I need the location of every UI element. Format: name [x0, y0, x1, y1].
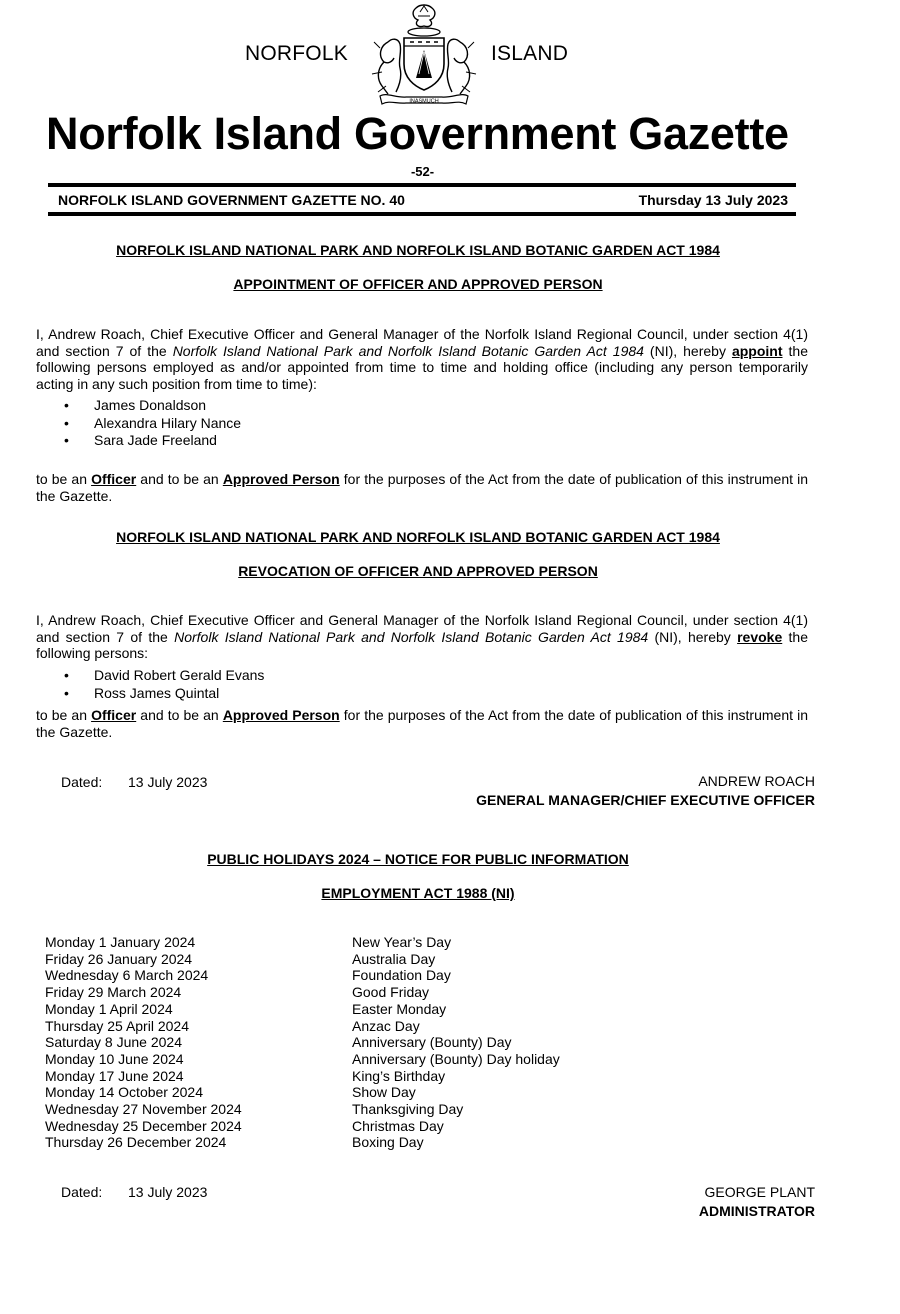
holiday-date: Monday 17 June 2024 [45, 1067, 184, 1084]
list-item: • David Robert Gerald Evans [36, 667, 264, 685]
signatory-name: GEORGE PLANT [704, 1184, 815, 1200]
notice2-paragraph: I, Andrew Roach, Chief Executive Officer and General Manager of the Norfolk Island Regional Council, under section 4(1) and section 7 of the Norfolk Island National Park and Norfolk Island Botanic Garden Act 1984 (NI), hereby revoke the following persons: [36, 612, 809, 662]
list-item: • Sara Jade Freeland [36, 432, 241, 450]
holiday-name-list [352, 934, 560, 1151]
act-title: Norfolk Island National Park and Norfolk Island Botanic Garden Act 1984 [172, 342, 644, 359]
notice2-dated-value: 13 July 2023 [128, 774, 208, 790]
holiday-name: New Year’s Day [352, 934, 452, 950]
holiday-date: Monday 1 January 2024 [45, 934, 196, 950]
notice3-act-heading: EMPLOYMENT ACT 1988 (NI) [321, 885, 515, 901]
masthead-norfolk: NORFOLK [245, 42, 348, 65]
notice3-signature [699, 1183, 815, 1220]
notice1-act-heading: NORFOLK ISLAND NATIONAL PARK AND NORFOLK ISLAND BOTANIC GARDEN ACT 1984 [116, 242, 720, 258]
issue-date: Thursday 13 July 2023 [638, 192, 788, 208]
notice2-person-list [36, 667, 264, 702]
holiday-name: King’s Birthday [352, 1067, 446, 1084]
holiday-date: Wednesday 25 December 2024 [45, 1117, 242, 1134]
issue-bar [58, 192, 788, 208]
holiday-name: Boxing Day [352, 1134, 424, 1151]
holiday-name: Anniversary (Bounty) Day holiday [352, 1050, 560, 1067]
action-appoint: appoint [731, 342, 783, 359]
notice1-paragraph: I, Andrew Roach, Chief Executive Officer and General Manager of the Norfolk Island Regional Council, under section 4(1) and section 7 of the Norfolk Island National Park and Norfolk Island Botanic Garden Act 1984 (NI), hereby appoint the following persons employed as and/or appointed from time to time and holding office (including any person temporarily acting in any such position from time to time): [36, 326, 808, 392]
holiday-name: Anzac Day [352, 1017, 420, 1034]
notice2-act-heading: NORFOLK ISLAND NATIONAL PARK AND NORFOLK ISLAND BOTANIC GARDEN ACT 1984 [116, 529, 720, 545]
holiday-date: Thursday 26 December 2024 [45, 1134, 227, 1151]
holiday-date: Monday 1 April 2024 [45, 1000, 173, 1017]
issue-number: NORFOLK ISLAND GOVERNMENT GAZETTE NO. 40 [58, 192, 405, 208]
holiday-date: Saturday 8 June 2024 [45, 1034, 182, 1051]
holiday-date: Wednesday 6 March 2024 [45, 967, 209, 984]
holiday-date: Monday 10 June 2024 [45, 1050, 184, 1067]
page-number: -52- [410, 164, 435, 179]
notice3-dated-value: 13 July 2023 [128, 1184, 208, 1200]
signatory-name: ANDREW ROACH [698, 773, 815, 789]
list-item: • Ross James Quintal [36, 685, 264, 703]
officer-term: Officer [91, 707, 137, 723]
holiday-name: Foundation Day [352, 967, 451, 984]
holiday-date: Monday 14 October 2024 [45, 1084, 203, 1101]
list-item: • James Donaldson [36, 397, 241, 415]
holiday-name: Anniversary (Bounty) Day [352, 1034, 512, 1051]
notice2-signature [476, 772, 815, 809]
divider-bottom [48, 212, 796, 216]
holiday-date: Thursday 25 April 2024 [45, 1017, 189, 1034]
notice1-heading: APPOINTMENT OF OFFICER AND APPROVED PERSON [233, 276, 603, 292]
approved-person-term: Approved Person [222, 707, 340, 723]
holiday-name: Australia Day [352, 950, 436, 967]
notice3-dated-label: Dated: [61, 1184, 103, 1200]
notice1-closing: to be an Officer and to be an Approved Person for the purposes of the Act from the date of publication of this instrument in the Gazette. [36, 471, 808, 504]
gazette-title: Norfolk Island Government Gazette [46, 108, 789, 159]
holiday-date: Friday 29 March 2024 [45, 984, 182, 1001]
officer-term: Officer [91, 471, 137, 487]
signatory-title: ADMINISTRATOR [698, 1202, 815, 1219]
notice3-heading: PUBLIC HOLIDAYS 2024 – NOTICE FOR PUBLIC INFORMATION [207, 851, 629, 867]
holiday-date-list [45, 934, 242, 1151]
holiday-name: Thanksgiving Day [352, 1101, 464, 1118]
notice2-dated-label: Dated: [61, 774, 103, 790]
action-revoke: revoke [737, 628, 783, 645]
holiday-name: Christmas Day [352, 1117, 444, 1134]
notice2-closing: to be an Officer and to be an Approved Person for the purposes of the Act from the date of publication of this instrument in the Gazette. [36, 707, 808, 740]
divider-top [48, 183, 796, 187]
signatory-title: GENERAL MANAGER/CHIEF EXECUTIVE OFFICER [476, 791, 815, 808]
masthead-island: ISLAND [491, 42, 569, 65]
holiday-name: Show Day [352, 1084, 416, 1101]
notice1-person-list [36, 397, 241, 450]
act-title: Norfolk Island National Park and Norfolk Island Botanic Garden Act 1984 [174, 628, 649, 645]
notice2-heading: REVOCATION OF OFFICER AND APPROVED PERSON [238, 563, 598, 579]
crest-motto: INASMUCH [409, 98, 439, 105]
holiday-name: Good Friday [352, 984, 430, 1001]
holiday-date: Friday 26 January 2024 [45, 950, 193, 967]
holiday-name: Easter Monday [352, 1000, 447, 1017]
coat-of-arms-icon [366, 2, 482, 108]
approved-person-term: Approved Person [222, 471, 340, 487]
holiday-date: Wednesday 27 November 2024 [45, 1101, 242, 1118]
list-item: • Alexandra Hilary Nance [36, 415, 241, 433]
